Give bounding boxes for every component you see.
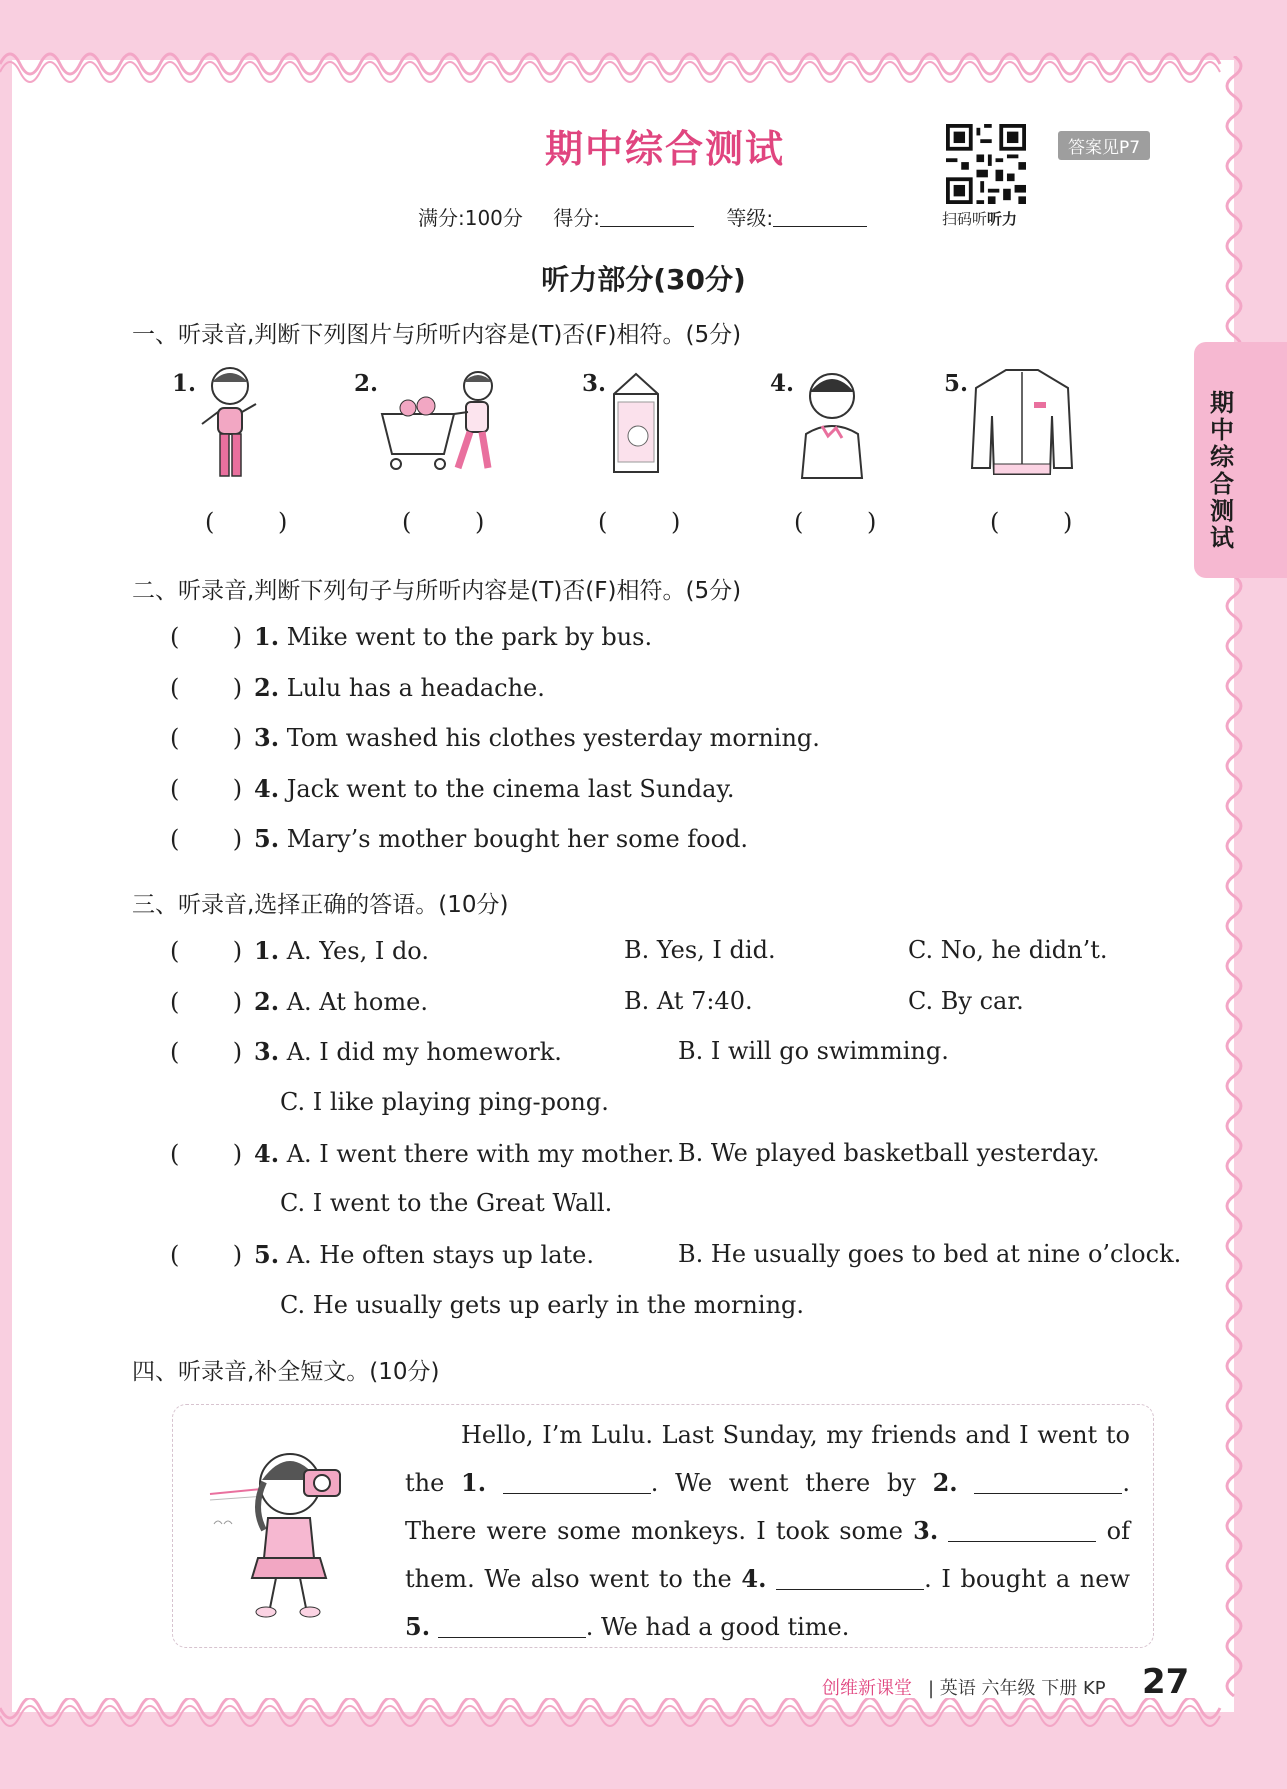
picture-answer-4[interactable]: ( ) [794,508,905,536]
item-number: 4. [254,774,280,803]
answer-paren[interactable]: ( ) [170,724,243,752]
part1-heading: 一、听录音,判断下列图片与所听内容是(T)否(F)相符。(5分) [132,322,742,348]
part3-item-4-option-b: B. We played basketball yesterday. [678,1139,1100,1167]
grade-blank[interactable] [773,208,867,227]
full-score: 满分:100分 [418,206,523,230]
part3-item-4 [170,1139,674,1168]
part3-item-2-option-c: C. By car. [908,987,1024,1015]
blank-5[interactable] [438,1617,586,1638]
blank-number: 5. [405,1612,431,1641]
answer-paren[interactable]: ( ) [170,775,243,803]
part2-item-4 [170,774,734,803]
answer-paren[interactable]: ( ) [170,988,243,1016]
option-a: A. I went there with my mother. [286,1140,675,1168]
item-number: 3. [254,1037,280,1066]
passage-text: . We had a good time. [585,1613,850,1641]
part3-item-1-option-b: B. Yes, I did. [624,936,776,964]
qr-code-icon[interactable] [946,124,1026,204]
part3-item-5-option-b: B. He usually goes to bed at nine o’clock. [678,1240,1182,1268]
part2-item-3 [170,723,820,752]
picture-answer-1[interactable]: ( ) [205,508,316,536]
qr-label-bold: 听力 [987,210,1018,228]
part2-item-5 [170,824,748,853]
item-number: 2. [254,987,280,1016]
answer-paren[interactable]: ( ) [170,937,243,965]
blank-3[interactable] [948,1521,1096,1542]
answer-reference-badge: 答案见P7 [1058,131,1150,160]
answer-paren[interactable]: ( ) [170,1241,243,1269]
part3-item-1 [170,936,429,965]
part3-item-3-option-c: C. I like playing ping-pong. [280,1088,609,1116]
side-tab-label: 期中综合测试 [1210,389,1234,552]
picture-answer-5[interactable]: ( ) [990,508,1101,536]
girl-with-camera-illustration [206,1438,356,1622]
picture-number-5: 5. [944,370,969,397]
top-wave-border [0,44,1287,84]
part3-item-3 [170,1037,562,1066]
right-wave-border [1220,56,1250,1706]
score-label: 得分: [553,206,601,230]
score-line [418,202,893,231]
part3-heading: 三、听录音,选择正确的答语。(10分) [132,892,509,918]
picture-answer-3[interactable]: ( ) [598,508,709,536]
item-number: 1. [254,936,280,965]
item-number: 5. [254,1240,280,1269]
grade-label: 等级: [726,206,774,230]
boy-headache-picture [792,364,872,484]
footer-brand: 创维新课堂 [822,1678,912,1699]
part3-item-1-option-c: C. No, he didn’t. [908,936,1108,964]
passage-text: . There were some monkeys. I took some [405,1469,1130,1545]
answer-paren[interactable]: ( ) [170,674,243,702]
blank-number: 4. [741,1564,767,1593]
jacket-picture [968,364,1076,478]
item-number: 2. [254,673,280,702]
page-number: 27 [1142,1662,1190,1702]
part4-heading: 四、听录音,补全短文。(10分) [132,1359,440,1385]
answer-paren[interactable]: ( ) [170,1140,243,1168]
item-text: Tom washed his clothes yesterday morning. [286,724,820,752]
passage-text: . I bought a new [924,1565,1130,1593]
answer-paren[interactable]: ( ) [170,825,243,853]
bottom-wave-border [0,1698,1287,1738]
option-a: A. Yes, I do. [286,937,429,965]
option-a: A. He often stays up late. [286,1241,595,1269]
passage-text: Hello, I’m Lulu. Last Sunday, my friends and I went to the [405,1421,1130,1497]
qr-label-prefix: 扫码听 [942,210,988,228]
answer-paren[interactable]: ( ) [170,623,243,651]
blank-1[interactable] [503,1473,651,1494]
part2-heading: 二、听录音,判断下列句子与所听内容是(T)否(F)相符。(5分) [132,578,742,604]
option-a: A. I did my homework. [286,1038,562,1066]
part2-item-1 [170,622,652,651]
girl-figure-picture [196,364,262,492]
picture-number-1: 1. [172,370,197,397]
score-blank[interactable] [600,208,694,227]
blank-2[interactable] [974,1473,1122,1494]
picture-number-2: 2. [354,370,379,397]
item-number: 4. [254,1139,280,1168]
item-text: Mary’s mother bought her some food. [286,825,749,853]
part3-item-2-option-b: B. At 7:40. [624,987,753,1015]
item-text: Lulu has a headache. [286,674,545,702]
part3-item-5 [170,1240,594,1269]
item-number: 1. [254,622,280,651]
milk-carton-picture [608,372,664,476]
part3-item-4-option-c: C. I went to the Great Wall. [280,1189,613,1217]
qr-label [942,208,1017,229]
part3-item-2 [170,987,428,1016]
item-number: 3. [254,723,280,752]
blank-4[interactable] [776,1569,924,1590]
blank-number: 1. [461,1468,487,1497]
blank-number: 3. [913,1516,939,1545]
blank-number: 2. [932,1468,958,1497]
listening-section-heading: 听力部分(30分) [541,263,746,296]
part3-item-5-option-c: C. He usually gets up early in the morning. [280,1291,805,1319]
part2-item-2 [170,673,545,702]
part3-item-3-option-b: B. I will go swimming. [678,1037,949,1065]
passage-text: of them. We also went to the [405,1517,1130,1593]
footer-book-info: | 英语 六年级 下册 KP [928,1678,1106,1699]
picture-answer-2[interactable]: ( ) [402,508,513,536]
passage-text: . We went there by [650,1469,916,1497]
answer-paren[interactable]: ( ) [170,1038,243,1066]
picture-number-4: 4. [770,370,795,397]
picture-number-3: 3. [582,370,607,397]
option-a: A. At home. [286,988,428,1016]
shopping-cart-picture [378,364,498,482]
cloze-passage [405,1412,1130,1651]
item-text: Mike went to the park by bus. [286,623,653,651]
page-title: 期中综合测试 [544,127,785,171]
item-number: 5. [254,824,280,853]
item-text: Jack went to the cinema last Sunday. [286,775,735,803]
